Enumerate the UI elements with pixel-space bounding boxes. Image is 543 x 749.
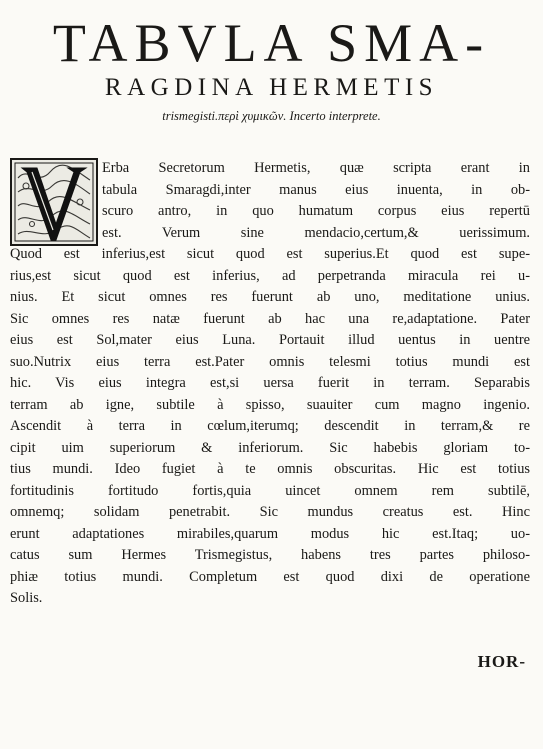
title-line-2: RAGDINA HERMETIS [104,74,439,101]
text-line: phiæ totius mundi. Completum est quod dixi de operatione [10,568,530,585]
text-line: scuro antro, in quo humatum corpus eius repertū [102,203,530,219]
text-line: omnemq; solidam penetrabit. Sic mundus creatus est. Hinc [10,504,530,520]
text-line: tius mundi. Ideo fugiet à te omnis obscuritas. Hic est totius [10,461,530,477]
text-line: catus sum Hermes Trismegistus, habens tres partes philoso- [10,547,530,563]
text-line: suo.Nutrix eius terra est.Pater omnis telesmi totius mundi est [10,353,530,370]
text-line: eius est Sol,mater eius Luna. Portauit illud uentus in uentre [10,332,530,348]
text-line: rius,est sicut quod est inferius, ad perpetranda miracula rei u- [10,267,530,284]
text-line: est. Verum sine mendacio,certum,& uerissimum. [102,224,530,241]
text-line: cipit uim superiorum & inferiorum. Sic habebis gloriam to- [10,439,530,456]
title-line-1: TABVLA SMA- [52,13,491,73]
text-line: nius. Et sicut omnes res fuerunt ab uno, meditatione unius. [10,289,530,305]
text-line: Sic omnes res natæ fuerunt ab hac una re,adaptatione. Pater [10,310,530,327]
text-line: tabula Smaragdi,inter manus eius inuenta, in ob- [102,181,530,198]
text-line: Quod est inferius,est sicut quod est superius.Et quod est supe- [10,246,530,262]
text-line: fortitudinis fortitudo fortis,quia uincet omnem rem subtilē, [10,482,530,499]
text-line: Solis. [10,590,43,606]
text-line: Ascendit à terra in cœlum,iterumq; descendit in terram,& re [10,418,530,434]
text-line: erunt adaptationes mirabiles,quarum modus hic est.Itaq; uo- [10,525,530,542]
body-text [10,158,530,610]
catchword: HOR- [477,652,526,671]
text-line: terram ab igne, subtile à spisso, suauiter cum magno ingenio. [10,396,530,413]
subtitle: trismegisti.περὶ χυμικῶν. Incerto interprete. [162,109,381,123]
text-line: Erba Secretorum Hermetis, quæ scripta erant in [102,160,530,176]
text-line: hic. Vis eius integra est,si uersa fuerit in terram. Separabis [10,375,530,391]
